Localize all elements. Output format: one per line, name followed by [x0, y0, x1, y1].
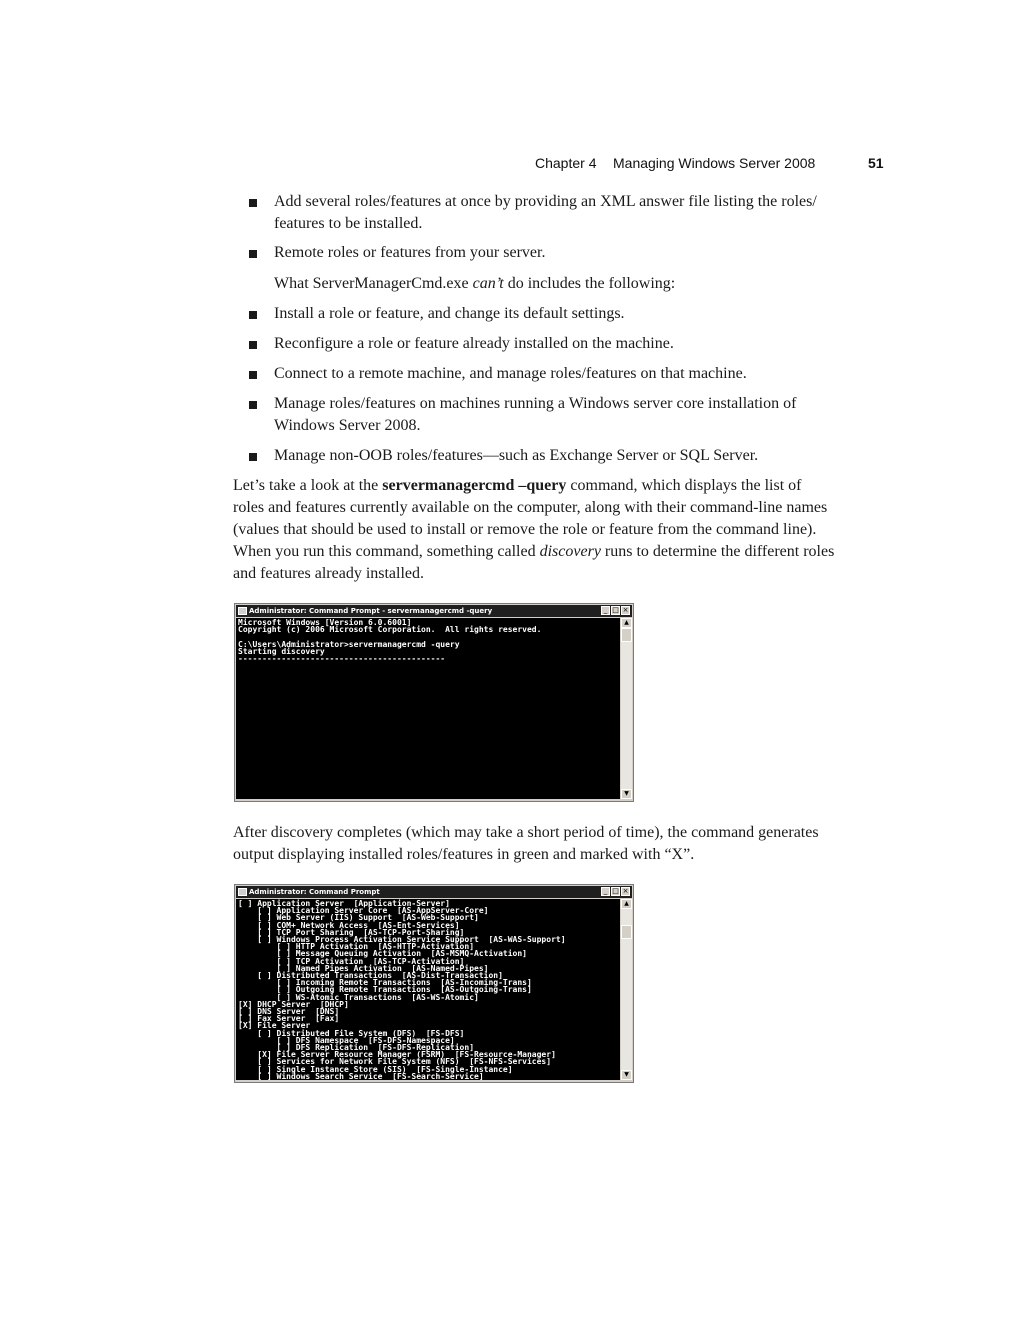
chapter-title: Managing Windows Server 2008 [613, 155, 816, 171]
bullet-square-icon [249, 371, 257, 379]
maximize-icon[interactable]: □ [612, 606, 619, 614]
paragraph-line: roles and features currently available on the computer, along with their command-line names [233, 499, 828, 516]
list-item-text: Windows Server 2008. [274, 417, 421, 434]
after-paragraph [233, 822, 893, 866]
scrollbar[interactable] [621, 899, 632, 1080]
scroll-down-icon[interactable]: ▼ [621, 1070, 632, 1080]
text-run: When you run this command, something called [233, 543, 540, 560]
running-head [0, 155, 1024, 177]
list-item-text: Manage roles/features on machines running a Windows server core installation of [274, 395, 797, 412]
cant-intro-text: What ServerManagerCmd.exe [274, 275, 473, 292]
cmd-icon [238, 888, 247, 896]
bullet-square-icon [249, 341, 257, 349]
query-paragraph [233, 475, 893, 585]
console-titlebar[interactable] [236, 605, 632, 617]
cant-intro-text-end: do includes the following: [503, 275, 676, 292]
paragraph-line: After discovery completes (which may take a short period of time), the command generates [233, 824, 819, 841]
console-output: Microsoft Windows [Version 6.0.6001] Copyright (c) 2006 Microsoft Corporation. All rights reserved. C:\Users\Administrator>servermanagercmd -query Starting discovery ------------------------------------------- [238, 618, 542, 664]
cant-intro [274, 273, 894, 295]
list-item-text: Remote roles or features from your server. [274, 244, 546, 261]
discovery-emphasis: discovery [539, 543, 601, 560]
paragraph-line: (values that should be used to install or remove the role or feature from the command line). [233, 521, 817, 538]
console-title: Administrator: Command Prompt [249, 888, 380, 896]
minimize-icon[interactable]: _ [601, 887, 610, 896]
list-item-text: Add several roles/features at once by providing an XML answer file listing the roles/ [274, 193, 817, 210]
console-screen[interactable] [236, 618, 620, 799]
bullet-square-icon [249, 199, 257, 207]
command-name: servermanagercmd –query [382, 477, 567, 494]
list-item-text: features to be installed. [274, 215, 423, 232]
chapter-label: Chapter 4 [535, 155, 597, 171]
console-output: [ ] Application Server [Application-Server] [ ] Application Server Core [AS-AppServer-Core] [ ] Web Server (IIS) Support [AS-Web-Support] [ ] COM+ Network Access [AS-Ent-Services] [ ] TCP Port Sharing [AS-TCP-Port-Sharing] [ ] Windows Process Activation Service Support [AS-WAS-Support] [ ] HTTP Activation [AS-HTTP-Activation] [ ] Message Queuing Activation [AS-MSMQ-Activation] [ ] TCP Activation [AS-TCP-Activation] [ ] Named Pipes Activation [AS-Named-Pipes] [ ] Distributed Transactions [AS-Dist-Transaction] [ ] Incoming Remote Transactions [AS-Incoming-Trans] [ ] Outgoing Remote Transactions [AS-Outgoing-Trans] [ ] WS-Atomic Transactions [AS-WS-Atomic] [X] DHCP Server [DHCP] [ ] DNS Server [DNS] [ ] Fax Server [Fax] [X] File Server [ ] Distributed File System (DFS) [FS-DFS] [ ] DFS Namespace [FS-DFS-Namespace] [ ] DFS Replication [FS-DFS-Replication] [X] File Server Resource Manager (FSRM) [FS-Resource-Manager] [ ] Services for Network File System (NFS) [FS-NFS-Services] [ ] Single Instance Store (SIS) [FS-Single-Instance] [ ] Windows Search Service [FS-Search-Service] [238, 899, 566, 1080]
paragraph-line: and features already installed. [233, 565, 425, 582]
cant-emphasis: can’t [472, 275, 504, 292]
paragraph-line: output displaying installed roles/features in green and marked with “X”. [233, 846, 695, 863]
list-item-text: Install a role or feature, and change its default settings. [274, 305, 625, 322]
text-run: Let’s take a look at the [233, 477, 383, 494]
list-item-text: Manage non-OOB roles/features—such as Exchange Server or SQL Server. [274, 447, 759, 464]
paragraph-line [233, 475, 893, 497]
list-item-text: Connect to a remote machine, and manage roles/features on that machine. [274, 365, 747, 382]
scroll-thumb[interactable] [621, 628, 632, 642]
bullet-square-icon [249, 401, 257, 409]
bullet-square-icon [249, 250, 257, 258]
scroll-down-icon[interactable]: ▼ [621, 789, 632, 799]
bullet-square-icon [249, 311, 257, 319]
paragraph-line [233, 541, 893, 563]
console-window-query [234, 603, 634, 802]
console-window-results [234, 884, 634, 1083]
cmd-icon [238, 607, 247, 615]
close-icon[interactable]: × [622, 887, 629, 895]
scroll-up-icon[interactable]: ▲ [621, 899, 632, 909]
scrollbar[interactable] [621, 618, 632, 799]
scroll-thumb[interactable] [621, 925, 632, 939]
list-item-text: Reconfigure a role or feature already installed on the machine. [274, 335, 674, 352]
close-icon[interactable]: × [622, 606, 629, 614]
page-number: 51 [868, 155, 884, 171]
text-run: command, which displays the list of [566, 477, 802, 494]
console-title: Administrator: Command Prompt - servermanagercmd -query [249, 607, 493, 615]
text-run: runs to determine the different roles [600, 543, 835, 560]
console-screen[interactable] [236, 899, 620, 1080]
console-titlebar[interactable] [236, 886, 632, 898]
scroll-up-icon[interactable]: ▲ [621, 618, 632, 628]
bullet-square-icon [249, 453, 257, 461]
maximize-icon[interactable]: □ [612, 887, 619, 895]
minimize-icon[interactable]: _ [601, 606, 610, 615]
